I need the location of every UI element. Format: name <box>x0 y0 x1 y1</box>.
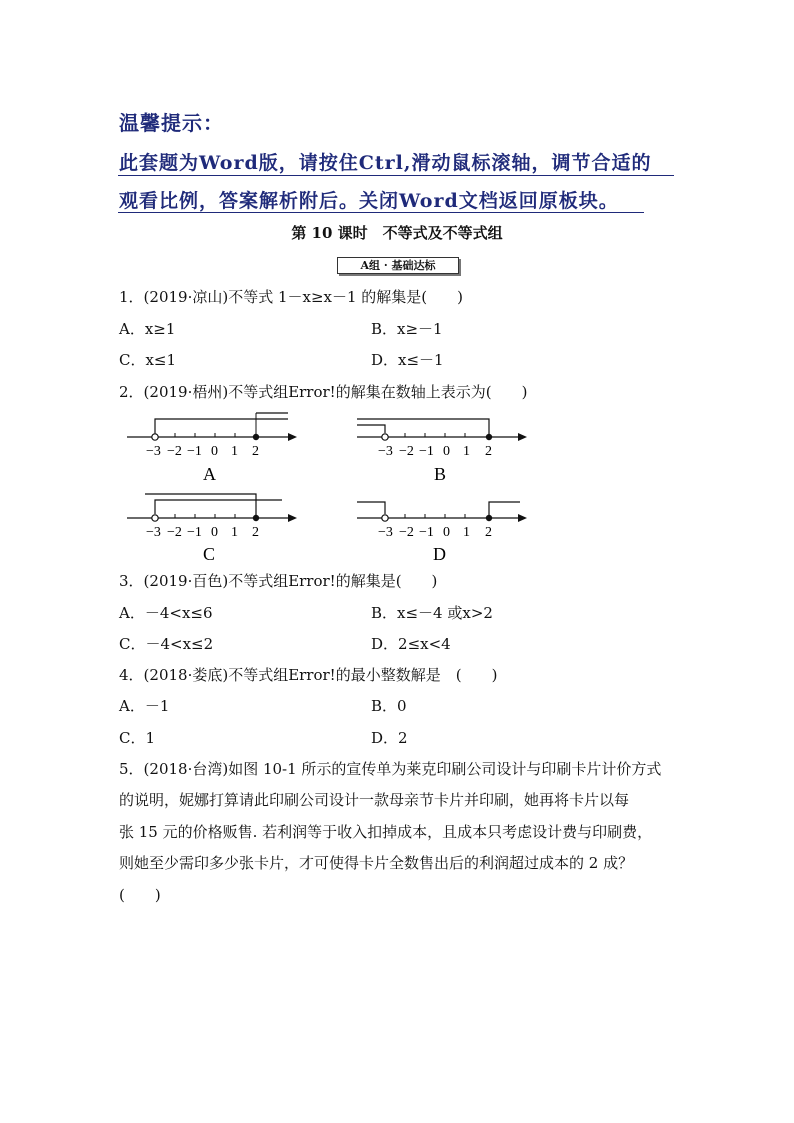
notice-line-2: 观看比例，答案解析附后。关闭Word文档返回原板块。 <box>119 190 619 212</box>
tick-label: 1 <box>463 444 470 459</box>
tick-labels <box>378 525 492 540</box>
notice-underline-1 <box>118 175 674 176</box>
number-line-diagram-b <box>352 410 532 485</box>
closed-point <box>486 434 492 440</box>
tick-label: 2 <box>252 444 259 459</box>
tick-label: −1 <box>419 525 434 540</box>
tick-labels <box>146 525 259 540</box>
diagram-label: D <box>433 544 446 564</box>
closed-point <box>253 434 259 440</box>
q4-option-b: B．0 <box>371 697 407 715</box>
q3-option-b: B．x≤－4 或x>2 <box>371 604 493 622</box>
q4-option-d: D．2 <box>371 729 408 747</box>
closed-point <box>253 515 259 521</box>
question-4-stem: 4．(2018·娄底)不等式组Error!的最小整数解是 ( ) <box>119 666 498 684</box>
tick-label: −1 <box>187 444 202 459</box>
open-point <box>382 434 388 440</box>
tick-label: −3 <box>378 525 393 540</box>
number-line-diagram-a <box>122 410 302 485</box>
closed-point <box>486 515 492 521</box>
q4-option-c: C．1 <box>119 729 156 747</box>
solution-bracket-right <box>155 500 282 514</box>
q1-option-c: C．x≤1 <box>119 351 177 369</box>
solution-bracket-left <box>357 502 385 514</box>
solution-bracket-left <box>357 425 385 433</box>
q1-option-d: D．x≤－1 <box>371 351 444 369</box>
question-1-stem: 1．(2019·凉山)不等式 1－x≥x－1 的解集是( ) <box>119 288 464 306</box>
diagram-label: A <box>203 464 216 484</box>
tick-label: −3 <box>146 444 161 459</box>
diagram-label: C <box>203 544 216 564</box>
q1-option-b: B．x≥－1 <box>371 320 443 338</box>
tick-labels <box>378 444 492 459</box>
tick-label: −2 <box>167 444 182 459</box>
number-line-diagram-c <box>122 488 302 564</box>
question-2-stem: 2．(2019·梧州)不等式组Error!的解集在数轴上表示为( ) <box>119 383 528 401</box>
axis-arrow <box>288 514 297 522</box>
tick-labels <box>146 444 259 459</box>
axis-arrow <box>518 433 527 441</box>
q3-option-a: A．－4<x≤6 <box>119 604 213 622</box>
question-5-line-2: 的说明，妮娜打算请此印刷公司设计一款母亲节卡片并印刷，她再将卡片以每 <box>119 791 630 809</box>
tick-label: −3 <box>378 444 393 459</box>
solution-bracket-right <box>489 502 520 518</box>
q3-option-d: D．2≤x<4 <box>371 635 451 653</box>
tick-label: 0 <box>211 525 218 540</box>
solution-bracket-right <box>357 419 489 437</box>
open-point <box>382 515 388 521</box>
tick-label: −1 <box>187 525 202 540</box>
tick-label: 2 <box>485 525 492 540</box>
axis-arrow <box>518 514 527 522</box>
tick-label: 1 <box>231 444 238 459</box>
question-5-line-1: 5．(2018·台湾)如图 10-1 所示的宣传单为莱克印刷公司设计与印刷卡片计价方式 <box>119 760 662 778</box>
lesson-title: 第 10 课时 不等式及不等式组 <box>291 224 503 242</box>
tick-label: −2 <box>399 444 414 459</box>
tick-label: 2 <box>252 525 259 540</box>
notice-title: 温馨提示： <box>119 111 224 135</box>
q1-option-a: A．x≥1 <box>119 320 176 338</box>
diagram-label: B <box>434 464 447 484</box>
tick-label: −1 <box>419 444 434 459</box>
tick-label: −2 <box>167 525 182 540</box>
solution-bracket-left <box>155 419 288 433</box>
tick-label: 0 <box>443 444 450 459</box>
tick-label: 0 <box>443 525 450 540</box>
notice-line-1: 此套题为Word版，请按住Ctrl,滑动鼠标滚轴，调节合适的 <box>119 152 652 174</box>
axis-arrow <box>288 433 297 441</box>
tick-label: −2 <box>399 525 414 540</box>
question-3-stem: 3．(2019·百色)不等式组Error!的解集是( ) <box>119 572 438 590</box>
tick-label: 1 <box>463 525 470 540</box>
group-badge: A组 · 基础达标 <box>337 257 459 274</box>
question-5-line-5: ( ) <box>119 886 161 904</box>
question-5-line-4: 则她至少需印多少张卡片，才可使得卡片全数售出后的利润超过成本的 2 成？ <box>119 854 634 872</box>
tick-label: 0 <box>211 444 218 459</box>
notice-underline-2 <box>118 212 644 213</box>
number-line-diagram-d <box>352 488 532 564</box>
tick-label: 1 <box>231 525 238 540</box>
tick-label: 2 <box>485 444 492 459</box>
q3-option-c: C．－4<x≤2 <box>119 635 214 653</box>
open-point <box>152 434 158 440</box>
q4-option-a: A．－1 <box>119 697 170 715</box>
question-5-line-3: 张 15 元的价格贩售. 若利润等于收入扣掉成本，且成本只考虑设计费与印刷费， <box>119 823 653 841</box>
open-point <box>152 515 158 521</box>
tick-label: −3 <box>146 525 161 540</box>
solution-bracket-left <box>145 494 256 518</box>
